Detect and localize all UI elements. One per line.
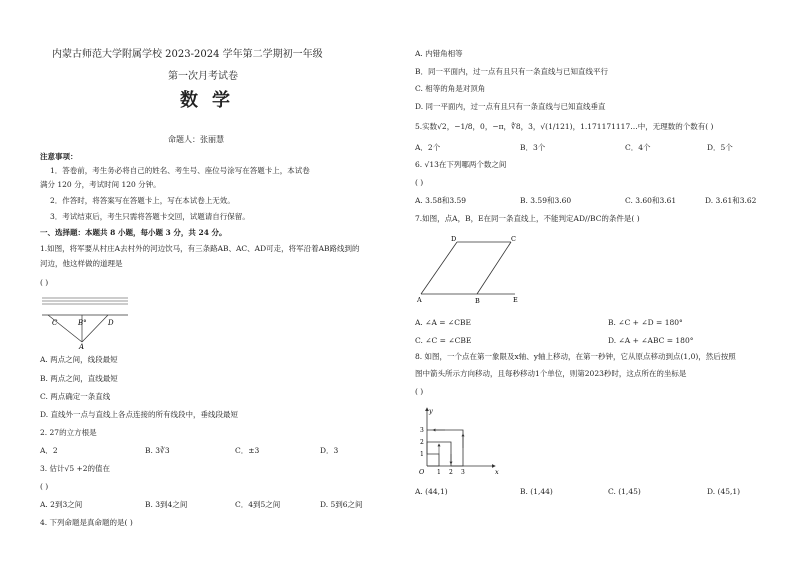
q4-option: C. 相等的角是对顶角	[415, 84, 486, 93]
movement-path	[427, 430, 463, 466]
q4-option: B．同一平面内，过一点有且只有一条直线与已知直线平行	[415, 67, 609, 76]
exam-title-line2: 第一次月考试卷	[168, 71, 238, 82]
q6-option: C. 3.60和3.61	[625, 196, 677, 205]
q3-option: C．4到5之间	[235, 500, 281, 509]
notes-item: 2．作答时，将答案写在答题卡上，写在本试卷上无效。	[50, 196, 235, 205]
label-b: B°	[78, 319, 87, 327]
q3-blank: ( )	[40, 482, 49, 491]
q7-stem: 7.如图，点A，B，E在同一条直线上，不能判定AD//BC的条件是( )	[415, 214, 640, 223]
label-d: D	[451, 235, 457, 243]
q4-option: A. 内错角相等	[415, 49, 463, 58]
q5-option: D．5个	[707, 143, 733, 152]
q1-option: D. 直线外一点与直线上各点连接的所有线段中，垂线段最短	[40, 410, 239, 419]
section-heading: 一、选择题：本题共 8 小题，每小题 3 分，共 24 分。	[40, 228, 227, 237]
x-tick-label: 2	[449, 469, 453, 476]
q8-option: A. (44,1)	[415, 487, 448, 496]
q6-blank: ( )	[415, 178, 424, 187]
axis-y-label: y	[429, 407, 433, 415]
label-c: C	[511, 235, 516, 243]
label-b: B	[475, 297, 480, 305]
q8-stem: 8. 如图，一个点在第一象限及x轴、y轴上移动，在第一秒钟，它从原点移动到点(1,0)，然后按照	[415, 352, 736, 361]
q6-option: A. 3.58和3.59	[415, 196, 467, 205]
q8-option: D. (45,1)	[707, 487, 741, 496]
q7-option: B. ∠C + ∠D = 180°	[608, 318, 683, 327]
q7-option: D. ∠A + ∠ABC = 180°	[608, 336, 694, 345]
q6-option: D. 3.61和3.62	[705, 196, 757, 205]
q4-stem: 4. 下列命题是真命题的是( )	[40, 518, 133, 527]
q1-option: C. 两点确定一条直线	[40, 392, 111, 401]
x-tick-label: 3	[461, 469, 465, 476]
q3-option: A. 2到3之间	[40, 500, 83, 509]
label-a: A	[417, 296, 422, 304]
q6-option: B. 3.59和3.60	[520, 196, 572, 205]
q7-figure	[415, 234, 525, 306]
q8-stem: 图中箭头所示方向移动，且每秒移动1个单位，则第2023秒时，这点所在的坐标是	[415, 369, 687, 378]
label-c: C	[52, 319, 58, 327]
q3-option: B. 3到4之间	[145, 500, 188, 509]
q8-blank: ( )	[415, 387, 424, 396]
label-d: D	[108, 319, 114, 327]
q5-stem: 5.实数√2，−1/8，0，−π，∜8，3，√(1/121)，1.171171117…中，无理数的个数有( )	[415, 122, 714, 131]
q1-option: B. 两点之间，直线最短	[40, 374, 118, 383]
segment-ad	[421, 242, 457, 294]
q2-option: C．±3	[235, 446, 260, 455]
y-tick-label: 1	[420, 451, 424, 458]
origin-label: O	[419, 468, 425, 476]
notes-item: 1．答卷前，考生务必将自己的姓名、考生号、座位号涂写在答题卡上，本试卷	[50, 166, 310, 175]
subject-title: 数学	[180, 90, 244, 111]
q2-option: A．2	[40, 446, 58, 455]
q3-stem: 3. 估计√5 +2的值在	[40, 464, 111, 473]
exam-title-line1: 内蒙古师范大学附属学校 2023-2024 学年第二学期初一年级	[52, 49, 323, 60]
q1-stem: 1.如图，将军要从村庄A去村外的河边饮马，有三条路AB、AC、AD可走，将军沿着AB路线到的	[40, 244, 360, 253]
notes-item: 3．考试结束后，考生只需将答题卡交回，试题请自行保留。	[50, 212, 250, 221]
q5-option: C．4个	[625, 143, 651, 152]
q5-option: B．3个	[520, 143, 546, 152]
segment-cb	[477, 242, 511, 294]
q6-stem: 6. √13在下列哪两个数之间	[415, 160, 507, 169]
q1-stem: 河边，他这样做的道理是	[40, 259, 123, 268]
label-e: E	[513, 296, 518, 304]
q8-option: C. (1,45)	[608, 487, 641, 496]
q1-figure	[40, 290, 140, 350]
author-line: 命题人：张丽慧	[168, 135, 224, 144]
q2-option: B. 3∛3	[145, 446, 170, 455]
q7-option: C. ∠C = ∠CBE	[415, 336, 472, 345]
q3-option: D. 5到6之间	[320, 500, 363, 509]
y-tick-label: 3	[420, 427, 424, 434]
q1-blank: ( )	[40, 278, 49, 287]
y-tick-label: 2	[420, 439, 424, 446]
q2-stem: 2. 27的立方根是	[40, 428, 97, 437]
q4-option: D. 同一平面内，过一点有且只有一条直线与已知直线垂直	[415, 102, 606, 111]
q8-option: B. (1,44)	[520, 487, 553, 496]
label-a: A	[79, 343, 85, 350]
notes-heading: 注意事项：	[40, 152, 78, 161]
q8-figure	[415, 404, 515, 476]
q2-option: D．3	[320, 446, 339, 455]
q5-option: A．2个	[415, 143, 441, 152]
notes-item: 满分 120 分，考试时间 120 分钟。	[40, 180, 161, 189]
q1-option: A. 两点之间，线段最短	[40, 355, 118, 364]
x-tick-label: 1	[437, 469, 441, 476]
q7-option: A. ∠A = ∠CBE	[415, 318, 471, 327]
axis-x-label: x	[495, 468, 499, 476]
